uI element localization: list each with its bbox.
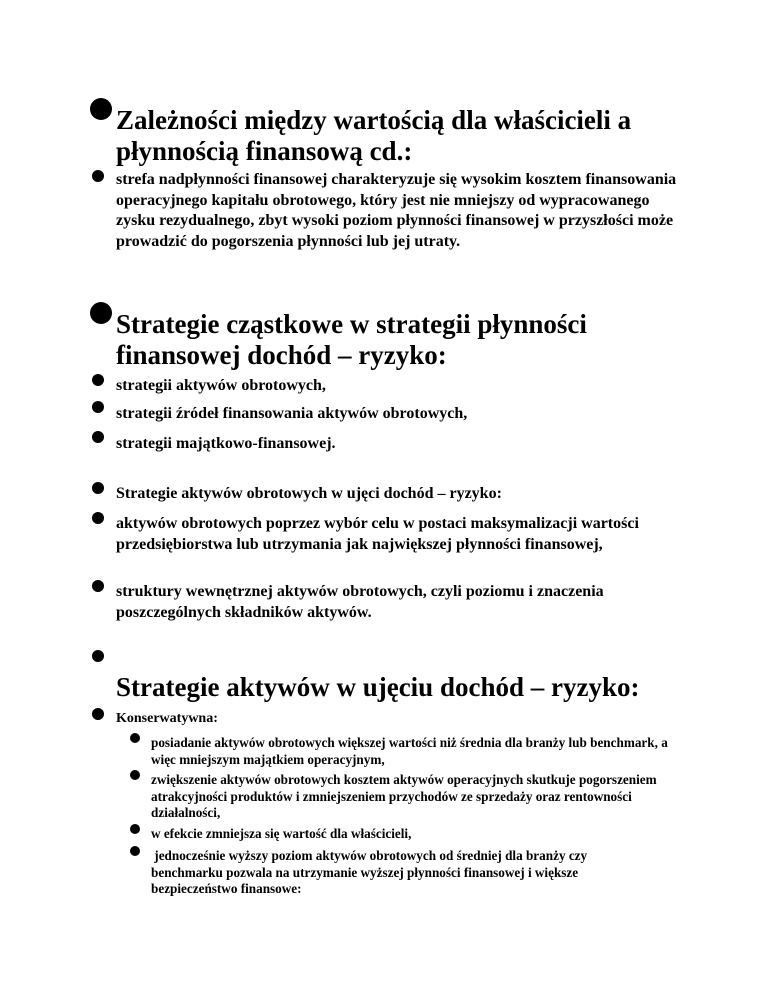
section4-subitem-2: zwiększenie aktywów obrotowych kosztem aktywów operacyjnych skutkuje pogorszeniem atrakcyjności produktów i zmniejszeniem przychodów ze sprzedaży oraz rentowności działalności, [151,772,657,820]
section1-heading: Zależności między wartością dla właścicieli a płynnością finansową cd.: [116,105,632,166]
bullet-icon [130,824,140,834]
section2-item-2: strategii źródeł finansowania aktywów obrotowych, [116,405,468,422]
bullet-icon [130,770,140,780]
bullet-icon [90,302,112,324]
section4-subitem-4: jednocześnie wyższy poziom aktywów obrotowych od średniej dla branży czy benchmarku pozwala na utrzymanie wyższej płynności finansowej i większe bezpieczeństwo finansowe: [151,848,591,896]
bullet-icon [130,846,140,856]
bullet-icon [92,708,104,720]
section3-item-1: aktywów obrotowych poprzez wybór celu w postaci maksymalizacji wartości przedsiębiorstwa lub utrzymania jak największej płynności finansowej, [116,515,639,553]
bullet-icon [92,170,104,182]
section4-subitem-3: w efekcie zmniejsza się wartość dla właścicieli, [151,826,412,841]
section3-heading: Strategie aktywów obrotowych w ujęci dochód – ryzyko: [116,485,502,502]
section3-item-2: struktury wewnętrznej aktywów obrotowych, czyli poziomu i znaczenia poszczególnych składników aktywów. [116,583,604,621]
section2-item-3: strategii majątkowo-finansowej. [116,435,336,452]
bullet-icon [92,650,104,662]
section1-item-1: strefa nadpłynności finansowej charakteryzuje się wysokim kosztem finansowania operacyjnego kapitału obrotowego, który jest nie mniejszy od wypracowanego zysku rezydualnego, zbyt wysoki poziom płynności finansowej w przyszłości może prowadzić do pogorszenia płynności lub jej utraty. [116,171,677,250]
bullet-icon [92,431,104,443]
bullet-icon [92,512,104,524]
bullet-icon [90,98,112,120]
section2-heading: Strategie cząstkowe w strategii płynności finansowej dochód – ryzyko: [116,309,587,370]
section2-item-1: strategii aktywów obrotowych, [116,377,326,394]
bullet-icon [92,401,104,413]
bullet-icon [130,733,140,743]
section4-subitem-1: posiadanie aktywów obrotowych większej wartości niż średnia dla branży lub benchmark, a więc mniejszym majątkiem operacyjnym, [151,735,668,767]
bullet-icon [92,482,104,494]
bullet-icon [92,374,104,386]
section4-item-label: Konserwatywna: [116,711,218,726]
bullet-icon [92,580,104,592]
section4-heading: Strategie aktywów w ujęciu dochód – ryzyko: [116,672,640,702]
